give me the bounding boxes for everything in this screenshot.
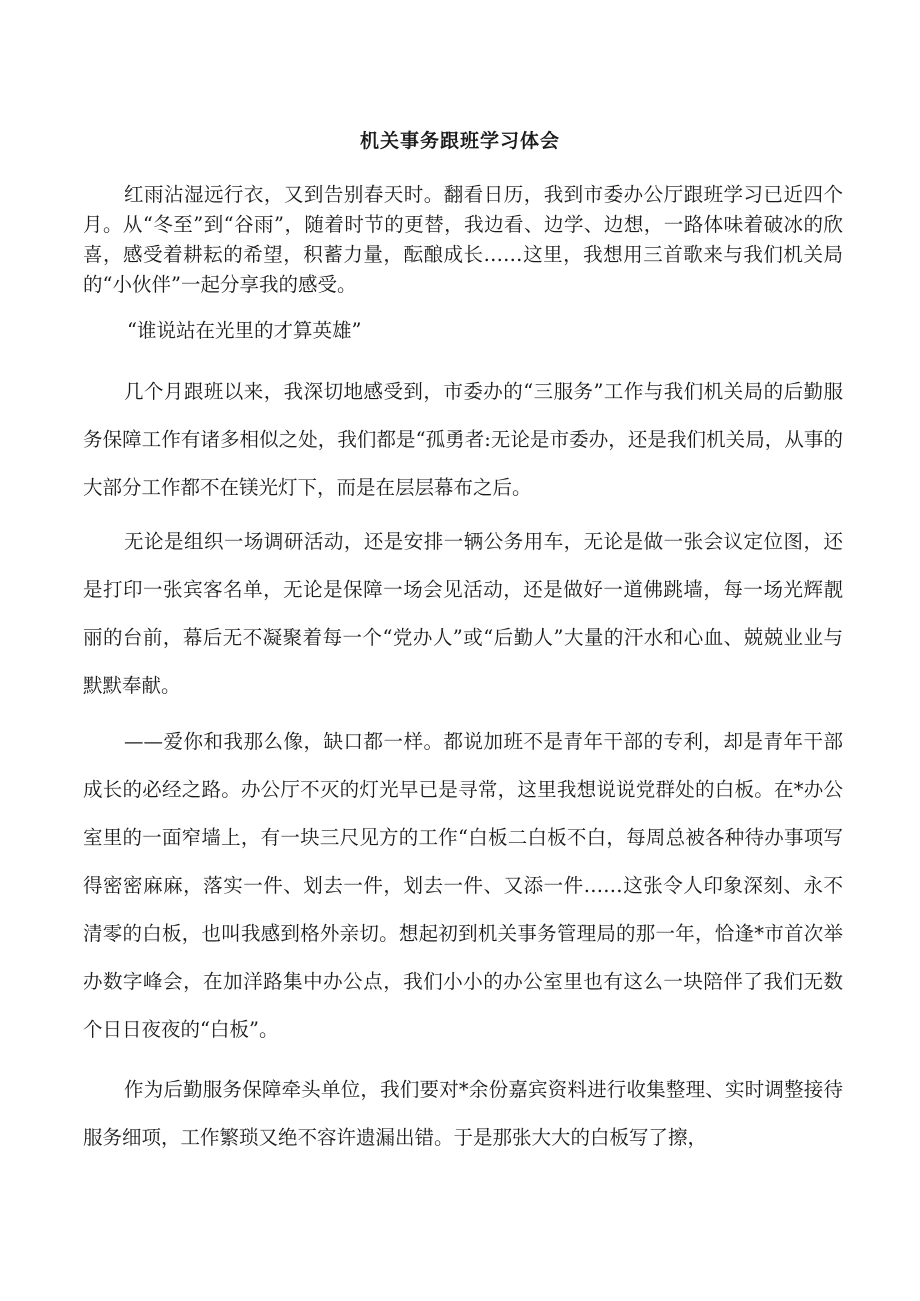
paragraph-intro: 红雨沾湿远行衣，又到告别春天时。翻看日历，我到市委办公厅跟班学习已近四个月。从“冬至”到“谷雨”，随着时节的更替，我边看、边学、边想，一路体味着破冰的欣喜，感受着耕耘的希望，积蓄力量，酝酿成长……这里，我想用三首歌来与我们机关局的“小伙伴”一起分享我的感受。 (83, 183, 843, 296)
paragraph-behind-scenes: 无论是组织一场调研活动，还是安排一辆公务用车，无论是做一张会议定位图，还是打印一张宾客名单，无论是保障一场会见活动，还是做好一道佛跳墙，每一场光辉靓丽的台前，幕后无不凝聚着每一个“党办人”或“后勤人”大量的汗水和心血、兢兢业业与默默奉献。 (83, 530, 843, 697)
paragraph-whiteboard: ——爱你和我那么像，缺口都一样。都说加班不是青年干部的专利，却是青年干部成长的必经之路。办公厅不灭的灯光早已是寻常，这里我想说说党群处的白板。在*办公室里的一面窄墙上，有一块三尺见方的工作“白板二白板不白，每周总被各种待办事项写得密密麻麻，落实一件、划去一件，划去一件、又添一件……这张令人印象深刻、永不清零的白板，也叫我感到格外亲切。想起初到机关事务管理局的那一年，恰逢*市首次举办数字峰会，在加洋路集中办公点，我们小小的办公室里也有这么一块陪伴了我们无数个日日夜夜的“白板”。 (83, 730, 843, 1041)
section-heading: “谁说站在光里的才算英雄” (127, 319, 362, 342)
paragraph-lone-hero: 几个月跟班以来，我深切地感受到，市委办的“三服务”工作与我们机关局的后勤服务保障工作有诸多相似之处，我们都是“孤勇者:无论是市委办，还是我们机关局，从事的大部分工作都不在镁光灯下，而是在层层幕布之后。 (83, 380, 843, 499)
paragraph-logistics: 作为后勤服务保障牵头单位，我们要对*余份嘉宾资料进行收集整理、实时调整接待服务细项，工作繁琐又绝不容许遗漏出错。于是那张大大的白板写了擦， (83, 1078, 843, 1149)
document-title: 机关事务跟班学习体会 (359, 130, 560, 152)
